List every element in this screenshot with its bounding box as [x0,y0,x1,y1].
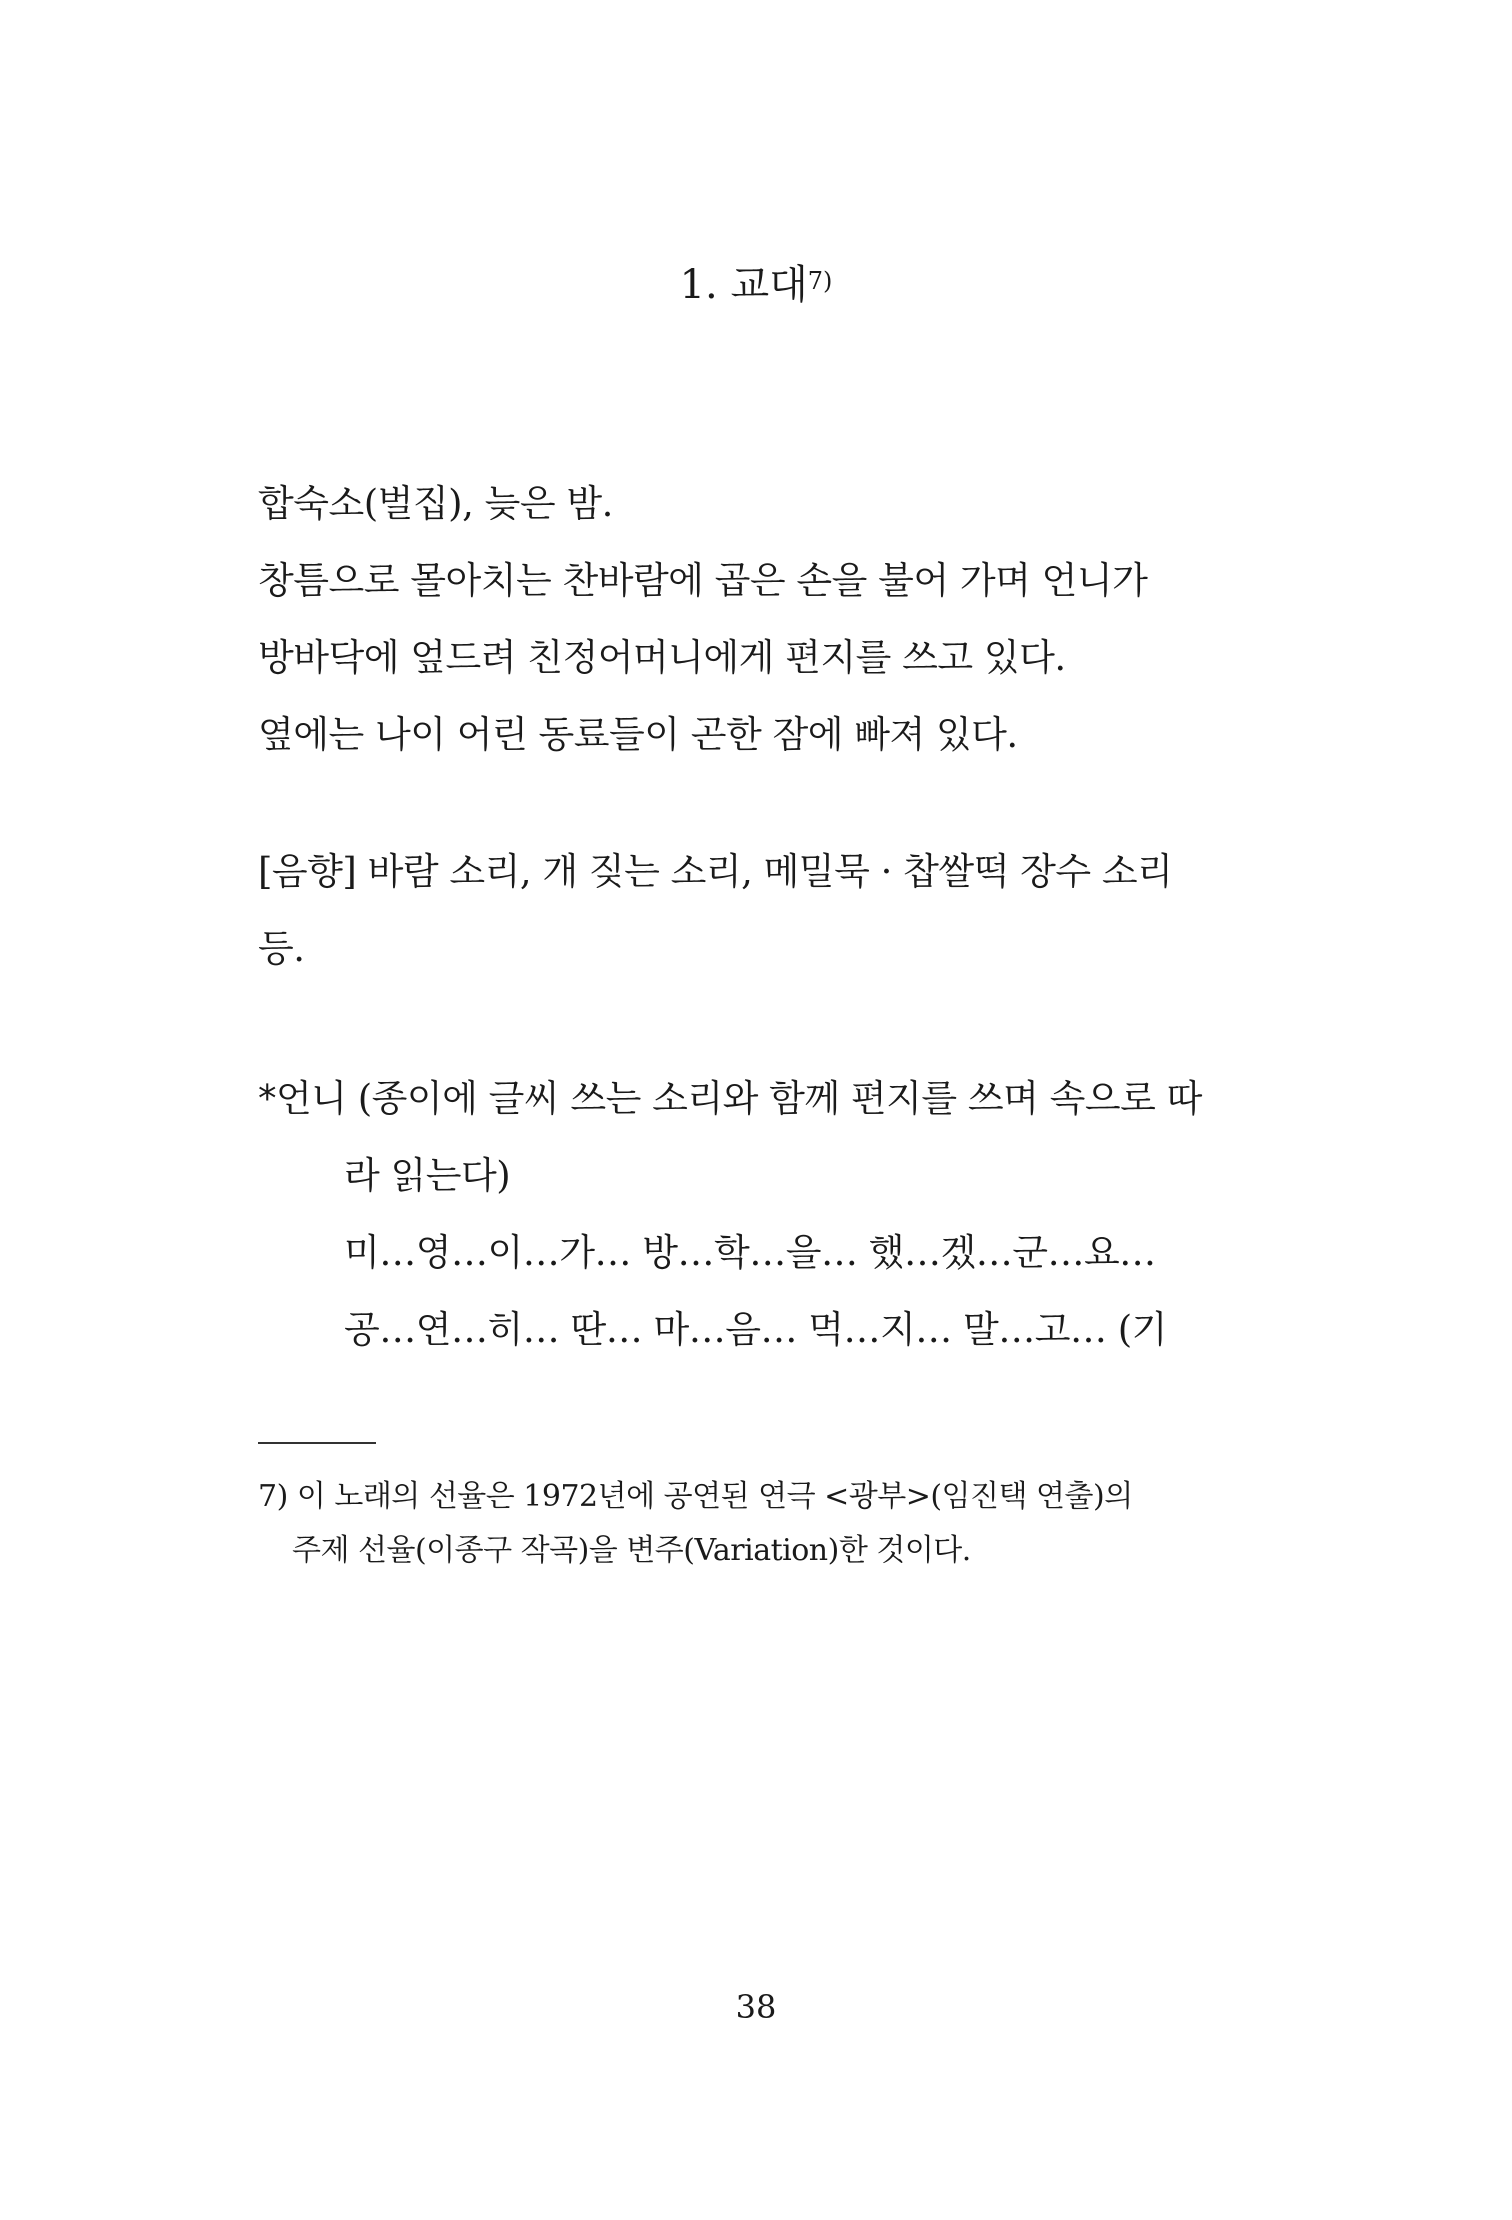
scene-line: 방바닥에 엎드려 친정어머니에게 편지를 쓰고 있다. [258,636,1066,679]
stage-direction-continued: 라 읽는다) [344,1154,511,1197]
dialogue-line: 미…영…이…가… 방…학…을… 했…겠…군…요… [344,1231,1156,1274]
speaker-name: *언니 [258,1077,347,1120]
footnote-divider [258,1442,376,1444]
sound-direction [258,833,1258,987]
scene-line: 창틈으로 몰아치는 찬바람에 곱은 손을 불어 가며 언니가 [258,559,1148,602]
scene-line: 합숙소(벌집), 늦은 밤. [258,482,613,525]
footnote-line: 7) 이 노래의 선율은 1972년에 공연된 연극 <광부>(임진택 연출)의 [258,1479,1133,1514]
stage-direction: (종이에 글씨 쓰는 소리와 함께 편지를 쓰며 속으로 따 [346,1077,1202,1120]
section-title [0,255,1512,315]
footnote-reference[interactable]: 7) [807,267,833,295]
scene-description [258,465,1258,773]
footnote-line: 주제 선율(이종구 작곡)을 변주(Variation)한 것이다. [292,1533,971,1568]
dialogue-block [258,1060,1258,1368]
sound-line: [음향] 바람 소리, 개 짖는 소리, 메밀묵 · 찹쌀떡 장수 소리 [258,850,1173,893]
page-number: 38 [735,1988,777,2026]
scene-line: 옆에는 나이 어린 동료들이 곤한 잠에 빠져 있다. [258,713,1018,756]
dialogue-first-line [258,1060,1258,1137]
dialogue-line: 공…연…히… 딴… 마…음… 먹…지… 말…고… (기 [344,1308,1167,1351]
footnote [258,1470,1258,1578]
sound-line: 등. [258,927,305,970]
section-title-text: 1. 교대 [679,262,808,308]
